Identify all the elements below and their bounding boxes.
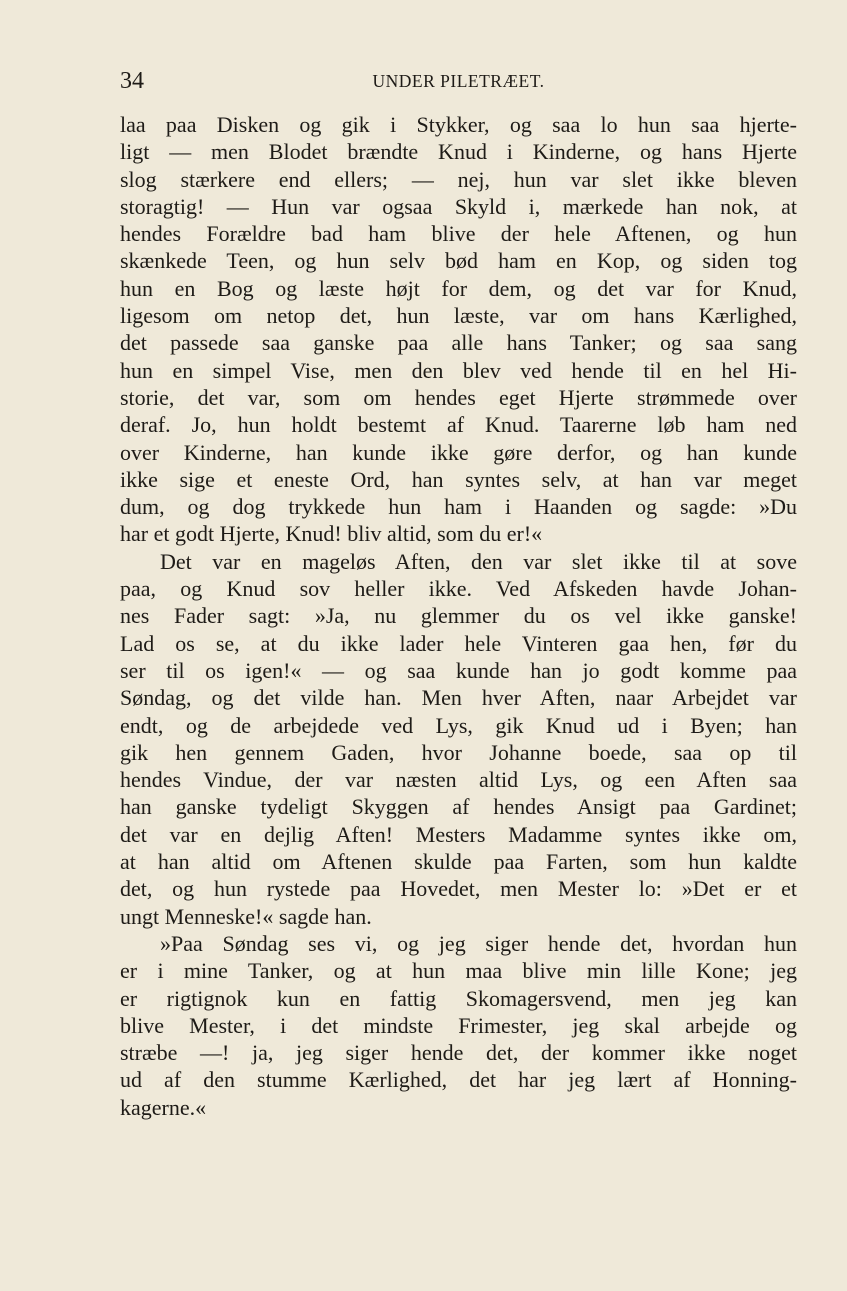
text-line: deraf. Jo, hun holdt bestemt af Knud. Taarerne løb ham ned — [120, 412, 797, 438]
text-line: det passede saa ganske paa alle hans Tanker; og saa sang — [120, 330, 797, 356]
text-line: det var en dejlig Aften! Mesters Madamme syntes ikke om, — [120, 821, 797, 847]
paragraph-start-line: Det var en mageløs Aften, den var slet ikke til at sove — [160, 548, 797, 574]
text-line: ligesom om netop det, hun læste, var om hans Kærlighed, — [120, 303, 797, 329]
text-line: paa, og Knud sov heller ikke. Ved Afskeden havde Johan- — [120, 576, 797, 602]
text-line: hun en simpel Vise, men den blev ved hende til en hel Hi- — [120, 357, 797, 383]
running-header — [120, 66, 797, 96]
text-line: ligt — men Blodet brændte Knud i Kinderne, og hans Hjerte — [120, 139, 797, 165]
text-line: dum, og dog trykkede hun ham i Haanden og sagde: »Du — [120, 494, 797, 520]
text-line: ungt Menneske!« sagde han. — [120, 903, 372, 929]
page-number: 34 — [120, 68, 144, 94]
running-title: UNDER PILETRÆET. — [372, 71, 545, 91]
text-line: kagerne.« — [120, 1094, 207, 1120]
text-line: ser til os igen!« — og saa kunde han jo godt komme paa — [120, 657, 797, 683]
text-line: blive Mester, i det mindste Frimester, jeg skal arbejde og — [120, 1012, 797, 1038]
text-line: er rigtignok kun en fattig Skomagersvend, men jeg kan — [120, 985, 797, 1011]
text-line: nes Fader sagt: »Ja, nu glemmer du os vel ikke ganske! — [120, 603, 797, 629]
text-line: Søndag, og det vilde han. Men hver Aften, naar Arbejdet var — [120, 685, 797, 711]
text-line: har et godt Hjerte, Knud! bliv altid, som du er!« — [120, 521, 543, 547]
text-line: hun en Bog og læste højt for dem, og det var for Knud, — [120, 275, 797, 301]
text-line: Lad os se, at du ikke lader hele Vinteren gaa hen, før du — [120, 630, 797, 656]
text-line: skænkede Teen, og hun selv bød ham en Kop, og siden tog — [120, 248, 797, 274]
text-line: storie, det var, som om hendes eget Hjerte strømmede over — [120, 384, 797, 410]
text-line: storagtig! — Hun var ogsaa Skyld i, mærkede han nok, at — [120, 193, 797, 219]
text-line: er i mine Tanker, og at hun maa blive min lille Kone; jeg — [120, 958, 797, 984]
text-line: gik hen gennem Gaden, hvor Johanne boede, saa op til — [120, 739, 797, 765]
text-line: hendes Vindue, der var næsten altid Lys, og een Aften saa — [120, 767, 797, 793]
text-line: over Kinderne, han kunde ikke gøre derfor, og han kunde — [120, 439, 797, 465]
text-line: laa paa Disken og gik i Stykker, og saa lo hun saa hjerte- — [120, 112, 797, 137]
text-line: ud af den stumme Kærlighed, det har jeg lært af Honning- — [120, 1067, 797, 1093]
text-line: hendes Forældre bad ham blive der hele Aftenen, og hun — [120, 221, 797, 247]
body-text — [120, 111, 797, 1121]
text-line: endt, og de arbejdede ved Lys, gik Knud ud i Byen; han — [120, 712, 797, 738]
text-line: det, og hun rystede paa Hovedet, men Mester lo: »Det er et — [120, 876, 797, 902]
text-line: ikke sige et eneste Ord, han syntes selv, at han var meget — [120, 466, 797, 492]
text-line: han ganske tydeligt Skyggen af hendes Ansigt paa Gardinet; — [120, 794, 797, 820]
text-line: stræbe —! ja, jeg siger hende det, der kommer ikke noget — [120, 1040, 797, 1066]
text-line: at han altid om Aftenen skulde paa Farten, som hun kaldte — [120, 849, 797, 875]
text-line: slog stærkere end ellers; — nej, hun var slet ikke bleven — [120, 166, 797, 192]
paragraph-start-line: »Paa Søndag ses vi, og jeg siger hende det, hvordan hun — [160, 930, 797, 956]
